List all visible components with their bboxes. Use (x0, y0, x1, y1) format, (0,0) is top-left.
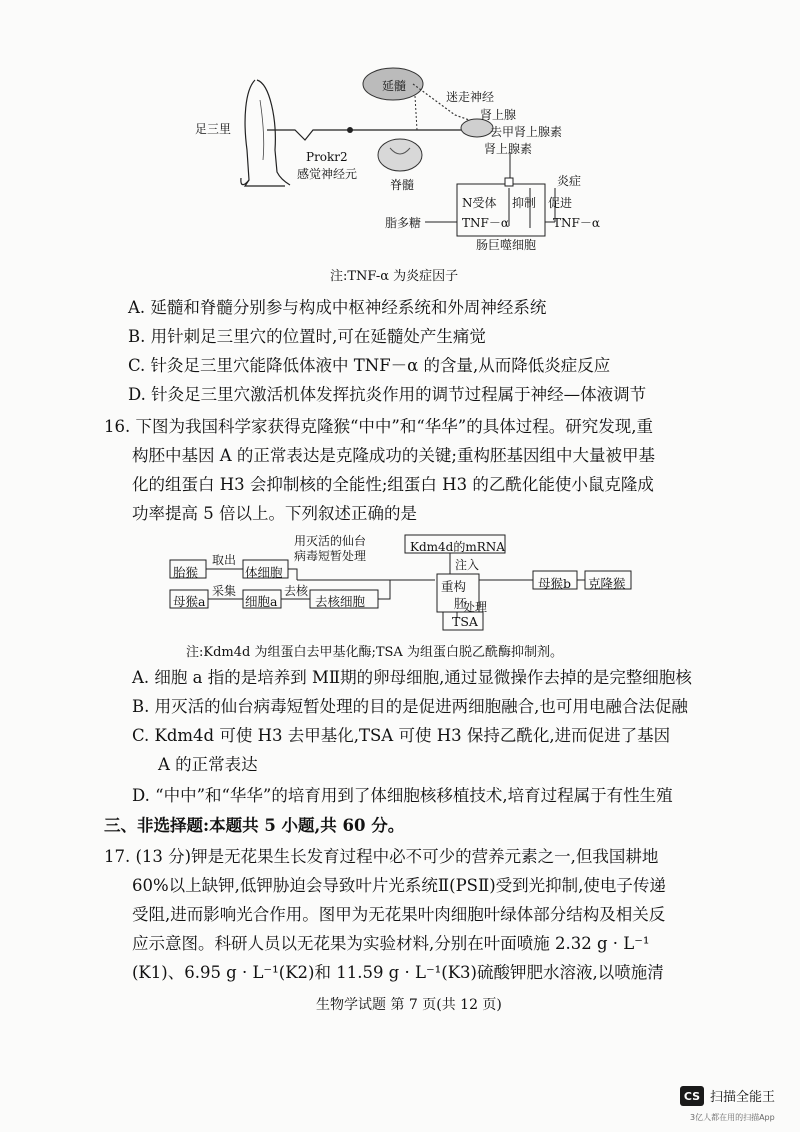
section-heading: 三、非选择题:本题共 5 小题,共 60 分。 (104, 816, 405, 835)
fig1-label-mizou: 迷走神经 (446, 90, 495, 104)
fig2-label-xibao: 细胞a (245, 594, 278, 609)
q16-stem-line: 功率提高 5 倍以上。下列叙述正确的是 (132, 504, 417, 523)
fig1-label-shenshang: 肾上腺 (480, 108, 517, 122)
q15-option-a: A. 延髓和脊髓分别参与构成中枢神经系统和外周神经系统 (128, 298, 547, 317)
fig1-label-yanzheng: 炎症 (557, 174, 582, 188)
fig1-label-yizhi: 抑制 (512, 196, 537, 210)
fig1-label-zusanli: 足三里 (195, 122, 232, 136)
q16-option-a: A. 细胞 a 指的是培养到 MⅡ期的卵母细胞,通过显微操作去掉的是完整细胞核 (132, 668, 692, 687)
fig2-label-caiji: 采集 (212, 584, 237, 598)
fig2-label-chonggou-1: 重构 (441, 579, 467, 594)
fig2-label-muhoub: 母猴b (538, 576, 572, 591)
camscanner-tagline: 3亿人都在用的扫描App (690, 1113, 775, 1122)
camscanner-logo: CS (680, 1086, 704, 1106)
q17-line: (K1)、6.95 g · L⁻¹(K2)和 11.59 g · L⁻¹(K3)硫酸钾肥水溶液,以喷施清 (132, 963, 664, 982)
fig2-note: 注:Kdm4d 为组蛋白去甲基化酶;TSA 为组蛋白脱乙酰酶抑制剂。 (186, 645, 563, 660)
fig1-label-ganjue: 感觉神经元 (297, 167, 358, 181)
fig2-label-kelong: 克隆猴 (588, 576, 626, 591)
q16-option-c-cont: A 的正常表达 (158, 755, 258, 774)
fig2-label-taihou: 胎猴 (173, 565, 199, 580)
fig1-label-nshouti: N受体 (462, 196, 497, 210)
fig2-label-chonggou-2: 胚 (454, 596, 467, 611)
fig1-label-qujia: 去甲肾上腺素 (490, 125, 563, 139)
q15-option-c: C. 针灸足三里穴能降低体液中 TNF－α 的含量,从而降低炎症反应 (128, 356, 611, 375)
fig2-label-quhexibao: 去核细胞 (315, 594, 366, 609)
fig1-label-shenshangsu: 肾上腺素 (484, 142, 533, 156)
fig2-label-mrna: Kdm4d的mRNA (410, 540, 505, 554)
q17-line: 受阻,进而影响光合作用。图甲为无花果叶肉细胞叶绿体部分结构及相关反 (132, 905, 666, 924)
q16-option-c: C. Kdm4d 可使 H3 去甲基化,TSA 可使 H3 保持乙酰化,进而促进了基因 (132, 726, 671, 745)
fig2-label-xiantai-1: 用灭活的仙台 (294, 534, 367, 548)
q16-option-d: D. “中中”和“华华”的培育用到了体细胞核移植技术,培育过程属于有性生殖 (132, 786, 673, 805)
q16-stem-line: 16. 下图为我国科学家获得克隆猴“中中”和“华华”的具体过程。研究发现,重 (104, 417, 653, 436)
q15-option-b: B. 用针刺足三里穴的位置时,可在延髓处产生痛觉 (128, 327, 486, 346)
fig2-label-xiantai-2: 病毒短暂处理 (294, 549, 367, 563)
fig2-label-zhuru: 注入 (455, 558, 480, 572)
q17-line: 17. (13 分)钾是无花果生长发育过程中必不可少的营养元素之一,但我国耕地 (104, 847, 659, 866)
q16-stem-line: 构胚中基因 A 的正常表达是克隆成功的关键;重构胚基因组中大量被甲基 (132, 446, 655, 465)
fig1-note: 注:TNF-α 为炎症因子 (330, 269, 459, 284)
fig2-label-chuli: 处理 (463, 600, 488, 614)
fig1-label-zhiduotang: 脂多糖 (385, 216, 422, 230)
q16-stem-line: 化的组蛋白 H3 会抑制核的全能性;组蛋白 H3 的乙酰化能使小鼠克隆成 (132, 475, 654, 494)
q17-line: 应示意图。科研人员以无花果为实验材料,分别在叶面喷施 2.32 g · L⁻¹ (132, 934, 650, 953)
fig1-label-cujin: 促进 (548, 196, 573, 210)
fig1-label-tnf-in: TNF－α (462, 216, 509, 230)
fig2-label-tixibao: 体细胞 (245, 565, 283, 580)
fig2-label-quhe: 去核 (284, 584, 309, 598)
q16-option-b: B. 用灭活的仙台病毒短暂处理的目的是促进两细胞融合,也可用电融合法促融 (132, 697, 688, 716)
fig1-label-changju: 肠巨噬细胞 (476, 238, 537, 252)
camscanner-name: 扫描全能王 (710, 1090, 776, 1105)
q15-option-d: D. 针灸足三里穴激活机体发挥抗炎作用的调节过程属于神经—体液调节 (128, 385, 647, 404)
fig2-label-tsa: TSA (452, 614, 478, 629)
fig2-label-muhou: 母猴a (173, 594, 206, 609)
fig1-label-tnf-out: TNF－α (553, 216, 600, 230)
fig1-label-yansui: 延髓 (382, 79, 407, 93)
fig2-label-quchu: 取出 (212, 553, 237, 567)
fig1-label-jisui: 脊髓 (390, 178, 415, 192)
fig1-label-prokr2: Prokr2 (306, 150, 348, 164)
page-footer: 生物学试题 第 7 页(共 12 页) (316, 997, 502, 1013)
q17-line: 60%以上缺钾,低钾胁迫会导致叶片光系统Ⅱ(PSⅡ)受到光抑制,使电子传递 (132, 876, 666, 895)
